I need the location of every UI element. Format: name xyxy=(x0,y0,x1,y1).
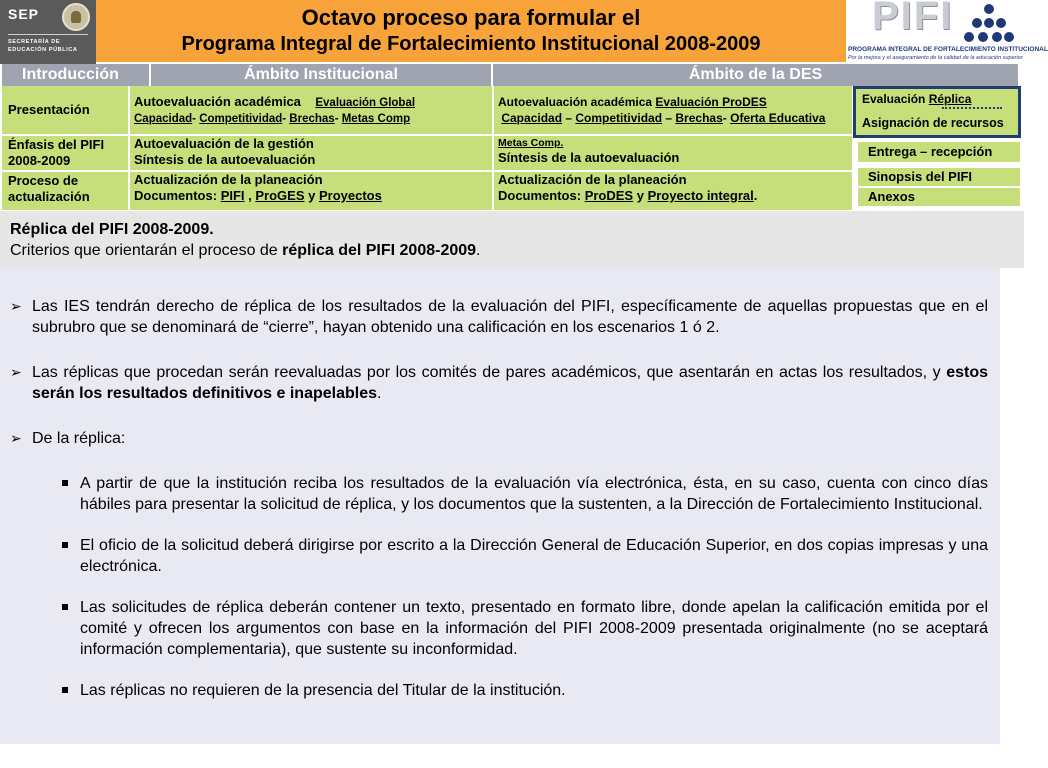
slide-title xyxy=(96,0,846,62)
row-planeacion-des: Actualización de la planeación Documentos: ProDES y Proyecto integral. xyxy=(498,172,758,203)
pifi-logo xyxy=(846,0,1048,64)
link-presentacion[interactable]: Presentación xyxy=(8,102,90,117)
pifi-logo-tagline: Por la mejora y el aseguramiento de la calidad de la educación superior xyxy=(848,55,1023,61)
link-brechas-des[interactable]: Brechas xyxy=(675,111,723,125)
link-enfasis-pifi[interactable]: Énfasis del PIFI 2008-2009 xyxy=(8,137,105,168)
process-matrix xyxy=(2,86,1018,210)
row-sintesis-des xyxy=(498,136,679,166)
link-proyecto-integral[interactable]: Proyecto integral xyxy=(647,188,754,203)
bullet-de-la-replica: ➢ De la réplica: xyxy=(10,430,126,447)
arrow-bullet-icon: ➢ xyxy=(10,298,22,314)
link-sintesis-institucional[interactable]: Síntesis de la autoevaluación xyxy=(134,152,316,167)
section-ambito-institucional[interactable]: Ámbito Institucional xyxy=(151,64,491,86)
pifi-logo-subtitle: PROGRAMA INTEGRAL DE FORTALECIMIENTO INSTITUCIONAL xyxy=(848,46,1048,53)
sub-bullet-titular: Las réplicas no requieren de la presencia del Titular de la institución. xyxy=(10,680,988,701)
link-actualizacion-planeacion-des[interactable]: Actualización de la planeación xyxy=(498,172,687,187)
link-brechas[interactable]: Brechas xyxy=(289,113,335,125)
content-panel xyxy=(0,268,1000,744)
link-entrega-recepcion[interactable]: Entrega – recepción xyxy=(858,142,1020,162)
link-metas-comp-des[interactable]: Metas Comp. xyxy=(498,137,564,149)
link-competitividad[interactable]: Competitividad xyxy=(199,113,283,125)
title-line-1: Octavo proceso para formular el xyxy=(301,5,641,30)
dotted-marker xyxy=(942,107,1002,111)
link-autoevaluacion-academica-des[interactable]: Autoevaluación académica xyxy=(498,95,653,109)
sub-bullet-solicitudes: Las solicitudes de réplica deberán contener un texto, presentado en formato libre, donde apelan la calificación emitida por el comité y ofrecen los argumentos con base en la información del PIFI 2008-2009 presentada originalmente (no se aceptará información complementaria), que sustente su inconformidad. xyxy=(10,597,988,660)
section-ambito-des[interactable]: Ámbito de la DES xyxy=(493,64,1018,86)
section-introduccion[interactable]: Introducción xyxy=(2,64,149,86)
bullet-reevaluacion: ➢ Las réplicas que procedan serán reevaluadas por los comités de pares académicos, que asentarán en actas los resultados, y estos serán los resultados definitivos e inapelables. xyxy=(10,364,988,402)
link-prodes[interactable]: ProDES xyxy=(584,188,634,203)
row-gestion xyxy=(134,136,315,168)
selected-step-evaluacion-replica[interactable] xyxy=(853,86,1021,138)
link-capacidad-des[interactable]: Capacidad xyxy=(501,111,563,125)
link-evaluacion-prodes[interactable]: Evaluación ProDES xyxy=(655,95,767,109)
link-oferta-educativa[interactable]: Oferta Educativa xyxy=(730,111,826,125)
square-bullet-icon xyxy=(62,542,68,548)
row-planeacion-institucional: Actualización de la planeación Documentos: PIFI , ProGES y Proyectos xyxy=(134,172,382,203)
bullet-derecho-replica: ➢ Las IES tendrán derecho de réplica de los resultados de la evaluación del PIFI, específicamente de aquellas propuestas que en el subrubro que se denominará de “cierre”, hayan obtenido una calificación en los escenarios 1 ó 2. xyxy=(10,298,988,336)
sub-bullet-plazo: A partir de que la institución reciba los resultados de la evaluación vía electrónica, ésta, en su caso, cuenta con cinco días hábiles para presentar la solicitud de réplica, y los documentos que la sustenten, a la Dirección de Fortalecimiento Institucional. xyxy=(10,473,988,515)
link-capacidad[interactable]: Capacidad xyxy=(134,113,193,125)
link-sintesis-des[interactable]: Síntesis de la autoevaluación xyxy=(498,150,680,165)
link-proges[interactable]: ProGES xyxy=(255,188,305,203)
link-actualizacion-planeacion[interactable]: Actualización de la planeación xyxy=(134,172,323,187)
link-metas-comp[interactable]: Metas Comp xyxy=(341,113,411,125)
section-bar xyxy=(2,64,1018,86)
link-pifi[interactable]: PIFI xyxy=(220,188,245,203)
square-bullet-icon xyxy=(62,604,68,610)
sep-logo-subtitle: SECRETARÍA DE EDUCACIÓN PÚBLICA xyxy=(8,39,78,53)
replica-subtitle: Criterios que orientarán el proceso de réplica del PIFI 2008-2009. xyxy=(10,242,481,259)
link-sinopsis-pifi[interactable]: Sinopsis del PIFI xyxy=(858,168,1020,186)
pifi-dots-icon xyxy=(964,4,1014,44)
link-asignacion-recursos[interactable]: Asignación de recursos xyxy=(862,116,1004,130)
pifi-logo-word: PIFI xyxy=(872,0,954,38)
square-bullet-icon xyxy=(62,687,68,693)
sep-logo-word: SEP xyxy=(8,6,40,22)
link-anexos[interactable]: Anexos xyxy=(858,188,1020,206)
link-competitividad-des[interactable]: Competitividad xyxy=(575,111,663,125)
link-replica[interactable]: Réplica xyxy=(928,92,972,106)
header xyxy=(0,0,1048,64)
link-evaluacion-global[interactable]: Evaluación Global xyxy=(315,97,416,109)
square-bullet-icon xyxy=(62,480,68,486)
sep-logo xyxy=(0,0,96,64)
row-autoevaluacion-des: Autoevaluación académica Evaluación ProDES Capacidad – Competitividad – Brechas- Oferta Educativa xyxy=(498,95,826,125)
replica-title: Réplica del PIFI 2008-2009. xyxy=(10,221,214,238)
link-proyectos[interactable]: Proyectos xyxy=(318,188,382,203)
arrow-bullet-icon: ➢ xyxy=(10,364,22,380)
arrow-bullet-icon: ➢ xyxy=(10,430,22,446)
link-evaluacion[interactable]: Evaluación xyxy=(862,92,926,106)
link-autoevaluacion-academica[interactable]: Autoevaluación académica xyxy=(134,94,301,109)
row-autoevaluacion-institucional: Autoevaluación académica Evaluación Global Capacidad- Competitividad- Brechas- Metas Comp xyxy=(134,94,416,125)
link-proceso-actualizacion[interactable]: Proceso de actualización xyxy=(8,173,90,204)
link-autoevaluacion-gestion[interactable]: Autoevaluación de la gestión xyxy=(134,136,314,151)
sep-logo-rule xyxy=(8,34,88,35)
title-line-2: Programa Integral de Fortalecimiento Institucional 2008-2009 xyxy=(181,33,761,55)
replica-heading xyxy=(0,211,1024,268)
mexico-seal-icon xyxy=(62,3,90,31)
sub-bullet-oficio: El oficio de la solicitud deberá dirigirse por escrito a la Dirección General de Educación Superior, en dos copias impresas y una electrónica. xyxy=(10,535,988,577)
